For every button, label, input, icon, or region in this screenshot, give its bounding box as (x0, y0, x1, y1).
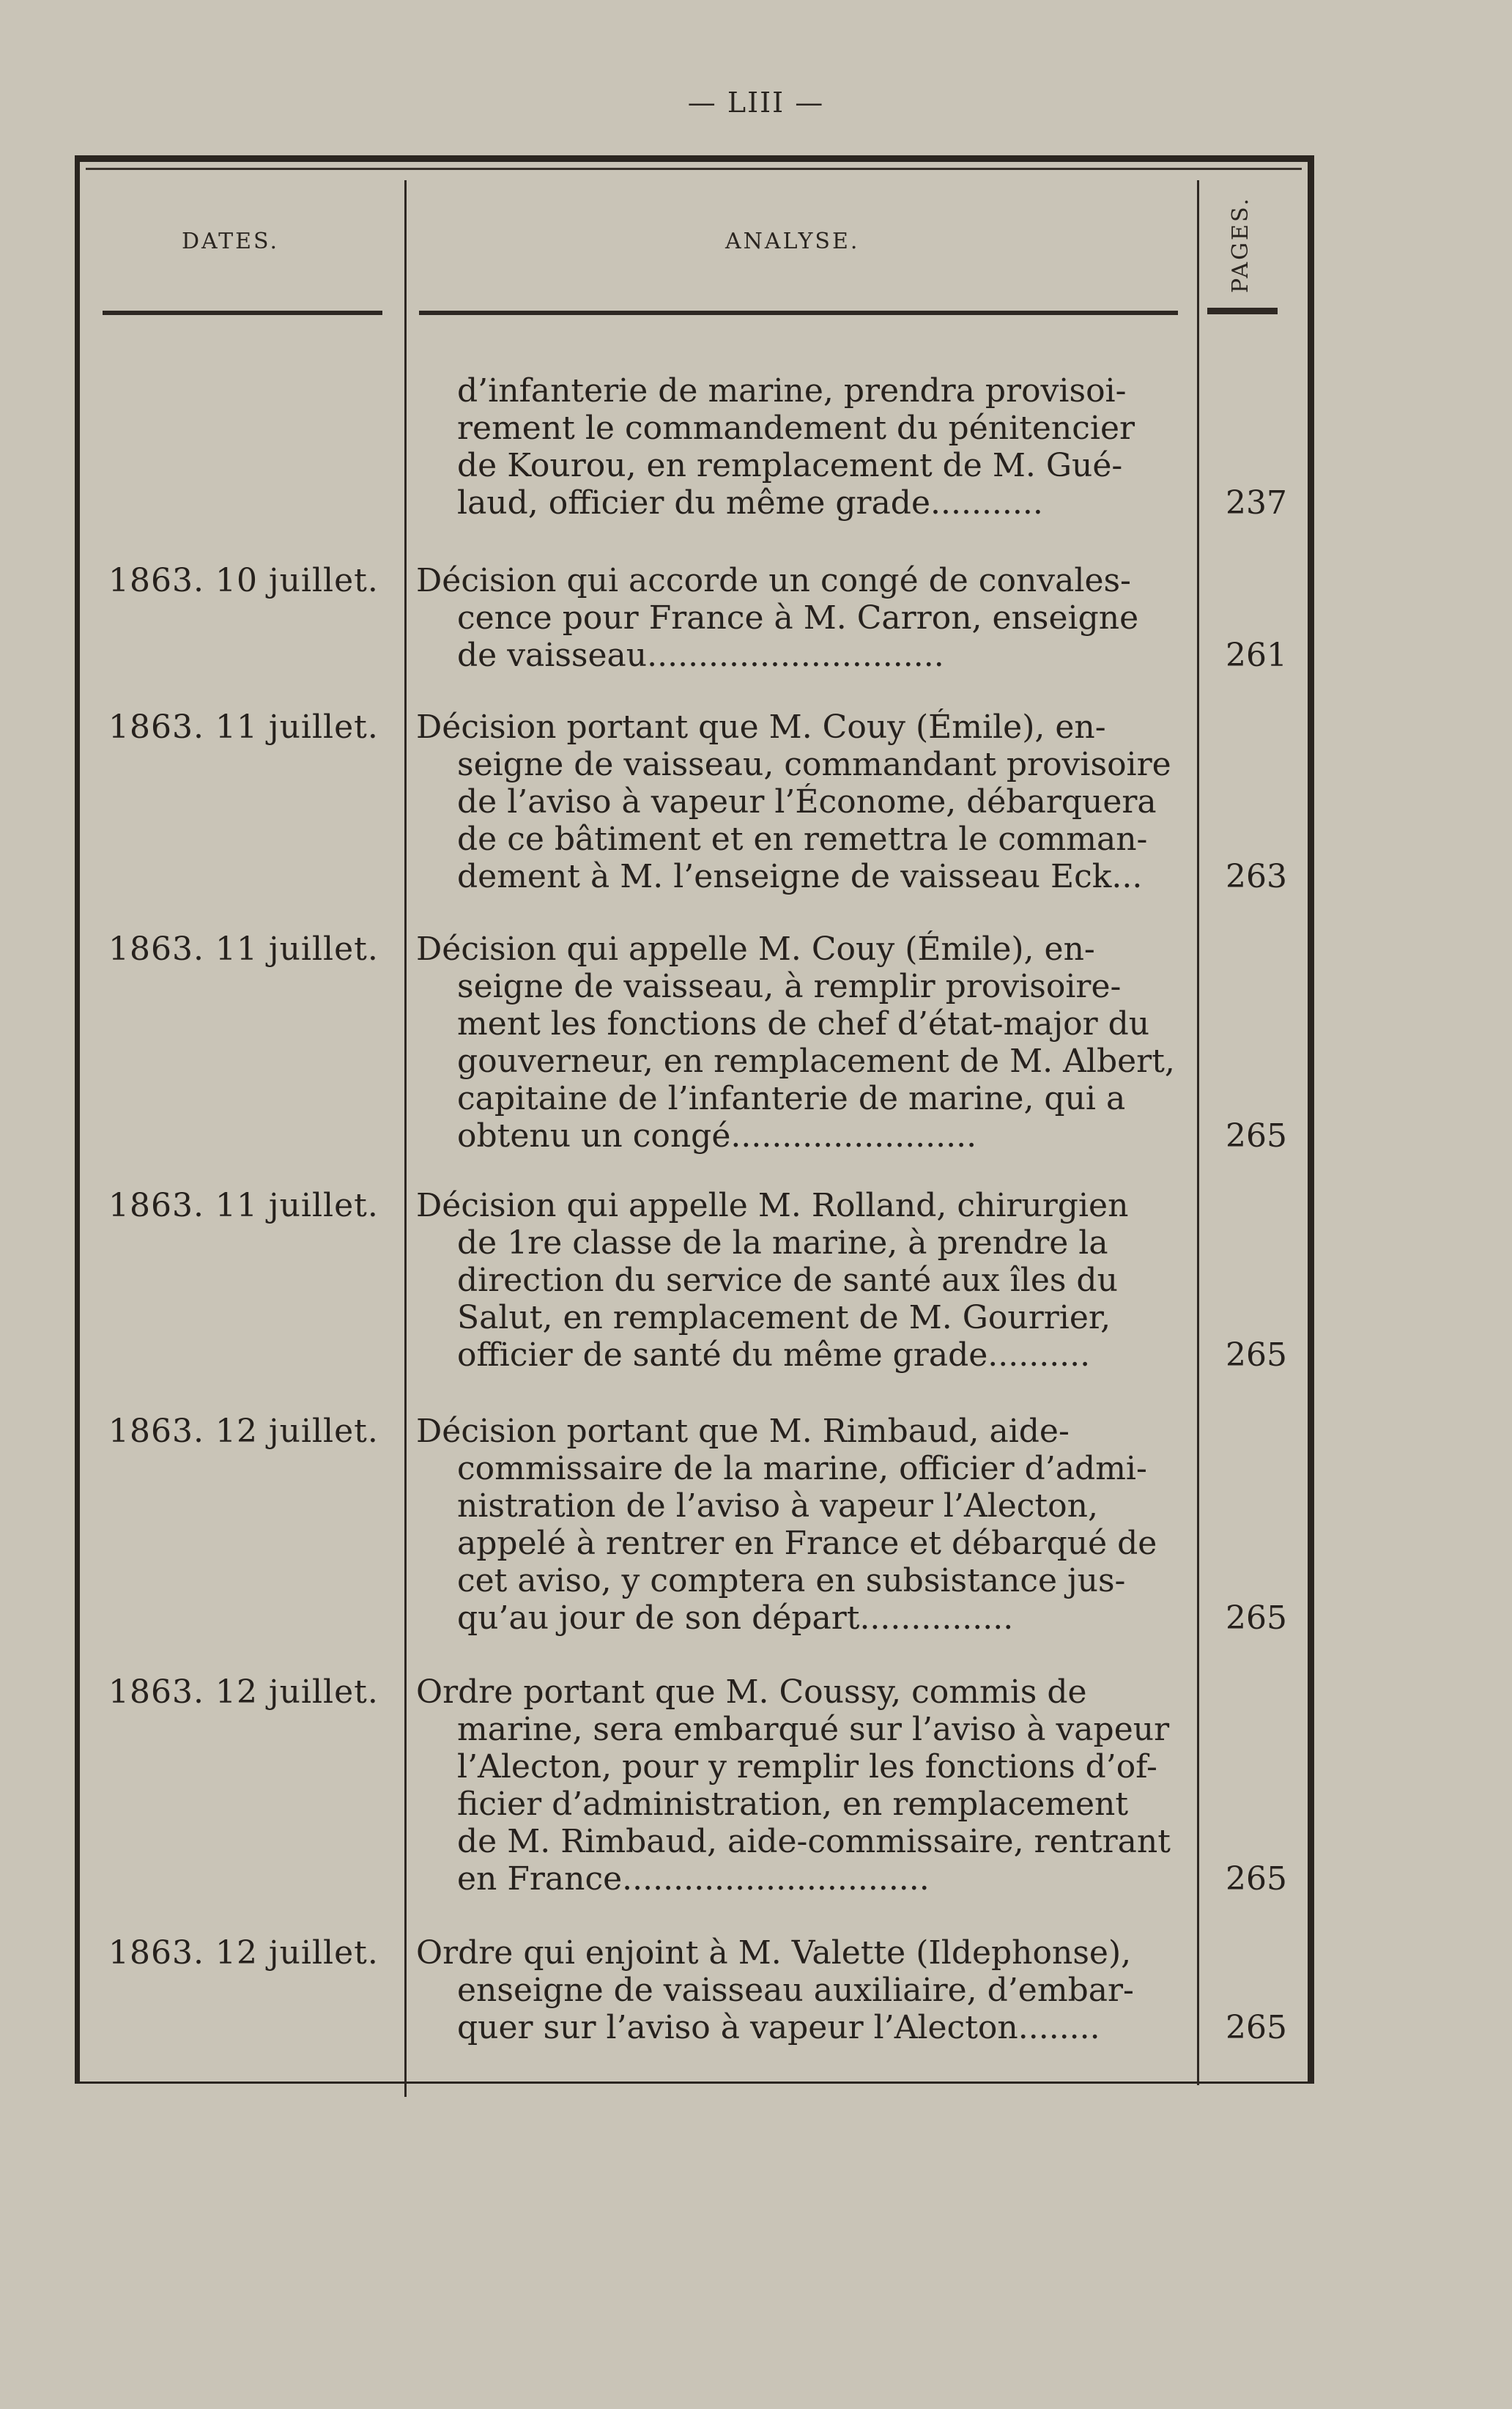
analysis-line: cet aviso, y comptera en subsistance jus- (457, 1562, 1126, 1599)
entry-analysis (416, 1934, 1193, 2046)
analysis-line: Décision qui appelle M. Couy (Émile), en- (416, 930, 1095, 968)
analysis-line: quer sur l’aviso à vapeur l’Alecton........ (457, 2009, 1100, 2046)
entry-analysis (416, 372, 1193, 522)
analysis-line: seigne de vaisseau, à remplir provisoire- (457, 968, 1122, 1005)
analysis-line: capitaine de l’infanterie de marine, qui a (457, 1080, 1126, 1117)
analysis-line: en France.............................. (457, 1860, 930, 1898)
entry-date: 1863. 12 juillet. (108, 1413, 379, 1450)
entry-analysis (416, 562, 1193, 674)
analysis-line: d’infanterie de marine, prendra provisoi- (457, 372, 1127, 410)
header-analyse: ANALYSE. (725, 229, 860, 254)
column-divider-pages (1197, 180, 1199, 2085)
analysis-line: de M. Rimbaud, aide-commissaire, rentrant (457, 1823, 1171, 1860)
analysis-line: de Kourou, en remplacement de M. Gué- (457, 447, 1123, 484)
analysis-line: Ordre portant que M. Coussy, commis de (416, 1673, 1087, 1711)
entry-page: 265 (1226, 1117, 1287, 1155)
analysis-line: commissaire de la marine, officier d’admi- (457, 1450, 1147, 1487)
entry-date: 1863. 12 juillet. (108, 1934, 379, 1972)
entry-date: 1863. 11 juillet. (108, 708, 379, 746)
header-dates: DATES. (182, 229, 280, 254)
entry-page: 265 (1226, 1860, 1287, 1898)
analysis-line: marine, sera embarqué sur l’aviso à vapeur (457, 1711, 1170, 1748)
entry-page: 237 (1226, 484, 1287, 522)
analysis-line: de l’aviso à vapeur l’Économe, débarquera (457, 783, 1157, 821)
analysis-line: Décision qui accorde un congé de convales- (416, 562, 1131, 599)
analysis-line: direction du service de santé aux îles du (457, 1262, 1118, 1299)
entry-analysis (416, 1673, 1193, 1898)
entry-date: 1863. 12 juillet. (108, 1673, 379, 1711)
analysis-line: enseigne de vaisseau auxiliaire, d’embar- (457, 1972, 1134, 2009)
analysis-line: obtenu un congé........................ (457, 1117, 977, 1155)
analysis-line: qu’au jour de son départ............... (457, 1599, 1014, 1637)
entry-page: 265 (1226, 1599, 1287, 1637)
analysis-line: Décision portant que M. Couy (Émile), en- (416, 708, 1106, 746)
entry-page: 261 (1226, 637, 1287, 674)
analysis-line: laud, officier du même grade........... (457, 484, 1043, 522)
entry-date: 1863. 11 juillet. (108, 1187, 379, 1224)
analysis-line: ment les fonctions de chef d’état-major du (457, 1005, 1150, 1043)
entry-date: 1863. 10 juillet. (108, 562, 379, 599)
analysis-line: Salut, en remplacement de M. Gourrier, (457, 1299, 1111, 1336)
analysis-line: de vaisseau............................. (457, 637, 944, 674)
header-rule-pages (1207, 308, 1278, 314)
entry-page: 263 (1226, 858, 1287, 895)
analysis-line: seigne de vaisseau, commandant provisoire (457, 746, 1171, 783)
analysis-line: Décision portant que M. Rimbaud, aide- (416, 1413, 1070, 1450)
header-rule-dates (103, 311, 382, 315)
column-divider-dates (404, 180, 407, 2097)
analysis-line: appelé à rentrer en France et débarqué de (457, 1525, 1157, 1562)
analysis-line: dement à M. l’enseigne de vaisseau Eck... (457, 858, 1143, 895)
page-number: — LIII — (687, 86, 825, 119)
analysis-line: Décision qui appelle M. Rolland, chirurgien (416, 1187, 1129, 1224)
analysis-line: officier de santé du même grade.......... (457, 1336, 1091, 1374)
entry-analysis (416, 708, 1193, 895)
analysis-line: Ordre qui enjoint à M. Valette (Ildephonse), (416, 1934, 1132, 1972)
analysis-line: l’Alecton, pour y remplir les fonctions d’of- (457, 1748, 1157, 1786)
analysis-line: de 1re classe de la marine, à prendre la (457, 1224, 1108, 1262)
entry-analysis (416, 1413, 1193, 1637)
analysis-line: rement le commandement du pénitencier (457, 410, 1135, 447)
header-rule-analyse (419, 311, 1178, 315)
entry-analysis (416, 930, 1193, 1155)
entry-date: 1863. 11 juillet. (108, 930, 379, 968)
analysis-line: ficier d’administration, en remplacement (457, 1786, 1129, 1823)
header-pages: PAGES. (1228, 196, 1253, 293)
entry-page: 265 (1226, 2009, 1287, 2046)
analysis-line: cence pour France à M. Carron, enseigne (457, 599, 1139, 637)
analysis-line: gouverneur, en remplacement de M. Albert, (457, 1043, 1175, 1080)
entry-analysis (416, 1187, 1193, 1374)
entry-page: 265 (1226, 1336, 1287, 1374)
analysis-line: nistration de l’aviso à vapeur l’Alecton, (457, 1487, 1098, 1525)
analysis-line: de ce bâtiment et en remettra le comman- (457, 821, 1148, 858)
